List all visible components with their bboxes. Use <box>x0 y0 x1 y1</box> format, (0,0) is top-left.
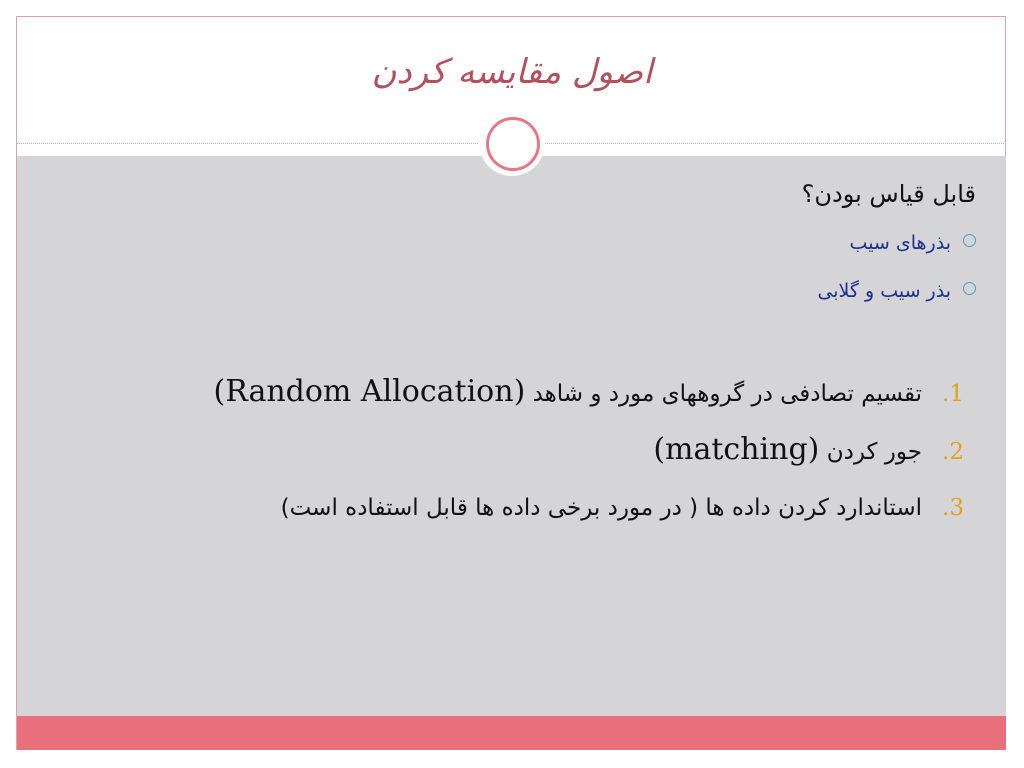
numbered-item <box>281 495 976 521</box>
numbered-item <box>213 374 976 409</box>
sub-bullet-item <box>850 232 976 254</box>
item-latin-term: (Random Allocation) <box>213 374 526 409</box>
item-number: 1. <box>942 381 964 407</box>
hollow-circle-bullet-icon <box>963 234 976 247</box>
slide-title: اصول مقایسه کردن <box>371 52 653 92</box>
question-heading: قابل قیاس بودن؟ <box>801 180 976 208</box>
item-latin-term: (matching) <box>653 432 820 467</box>
circle-ornament-ring <box>486 117 540 171</box>
numbered-item <box>653 432 976 467</box>
sub-bullet-text: بذر سیب و گلابی <box>817 280 951 302</box>
sub-bullet-text: بذرهای سیب <box>849 232 951 254</box>
item-number: 3. <box>942 495 964 521</box>
item-text: جور کردن <box>819 439 922 465</box>
item-text: تقسیم تصادفی در گروههای مورد و شاهد <box>525 381 922 407</box>
hollow-circle-bullet-icon <box>963 282 976 295</box>
item-text: استاندارد کردن داده ها ( در مورد برخی داده ها قابل استفاده است) <box>280 495 922 521</box>
item-number: 2. <box>942 439 964 465</box>
footer-accent-bar <box>17 716 1006 750</box>
sub-bullet-item <box>817 280 976 302</box>
